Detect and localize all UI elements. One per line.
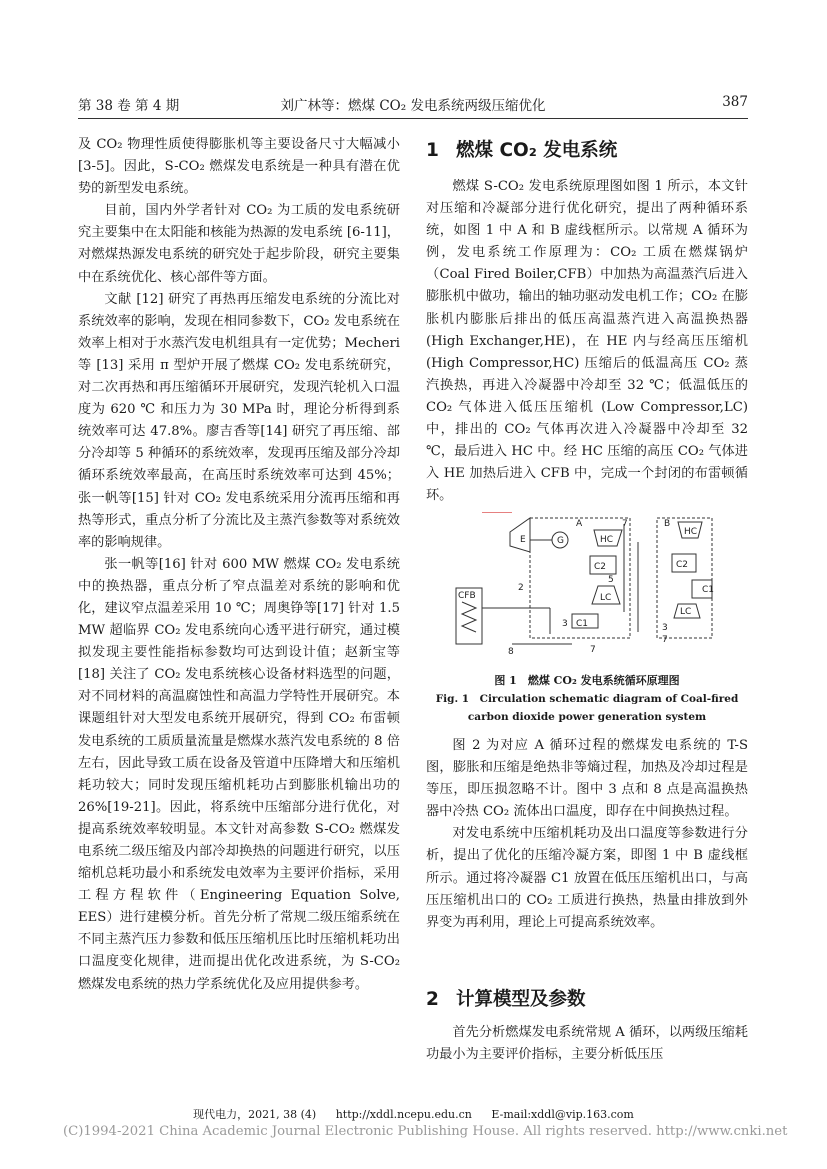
paragraph: 图 2 为对应 A 循环过程的燃煤发电系统的 T-S 图，膨胀和压缩是绝热非等熵过程，加热及冷却过程是等压，即压损忽略不计。图中 3 点和 8 点是高温换热器中冷热 CO₂ 流体出口温度，即存在中间换热过程。 [426, 738, 748, 820]
label-lc: LC [600, 593, 612, 603]
running-title: 刘广林等：燃煤 CO₂ 发电系统两级压缩优化 [280, 98, 546, 114]
label-b: B [664, 519, 671, 529]
running-header [78, 94, 748, 116]
section-1-body [426, 176, 748, 507]
label-lc-b: LC [680, 607, 692, 617]
label-c1: C1 [576, 619, 589, 629]
label-c1-b: C1 [702, 585, 715, 595]
header-rule [78, 118, 748, 119]
paragraph: 目前，国内外学者针对 CO₂ 为工质的发电系统研究主要集中在太阳能和核能为热源的发电系统 [6-11]，对燃煤热源发电系统的研究处于起步阶段，研究主要集中在系统优化、核心部件等方面。 [78, 203, 400, 285]
point-3b: 3 [662, 623, 668, 633]
point-5: 5 [608, 575, 614, 585]
page-footer [0, 1106, 827, 1122]
section-1-heading: 1 燃煤 CO₂ 发电系统 [426, 140, 618, 161]
figure-caption-cn: 图 1 燃煤 CO₂ 发电系统循环原理图 [494, 674, 680, 687]
label-g: G [557, 536, 564, 546]
footer-url[interactable]: http://xddl.ncepu.edu.cn [335, 1108, 472, 1121]
section-1-body-continued [426, 735, 748, 934]
label-c2: C2 [594, 562, 607, 572]
paragraph: 对发电系统中压缩机耗功及出口温度等参数进行分析，提出了优化的压缩冷凝方案，即图 1 中 B 虚线框所示。通过将冷凝器 C1 放置在低压压缩机出口，与高压压缩机出口的 CO₂ 工质进行换热，热量由排放到外界变为再利用，理论上可提高系统效率。 [426, 826, 748, 930]
label-c2-b: C2 [676, 560, 689, 570]
point-7: 7 [622, 519, 628, 529]
section-2-body [426, 1022, 748, 1066]
section-2-heading: 2 计算模型及参数 [426, 989, 586, 1010]
footer-email[interactable]: E-mail:xddl@vip.163.com [491, 1108, 634, 1121]
point-7c: 7 [662, 635, 668, 645]
label-a: A [576, 519, 583, 529]
point-8: 8 [508, 647, 514, 657]
label-e: E [520, 535, 526, 545]
footer-journal: 现代电力，2021, 38 (4) [193, 1108, 317, 1121]
point-2: 2 [518, 583, 524, 593]
left-column [78, 134, 400, 996]
label-hc: HC [600, 535, 614, 545]
paragraph: 燃煤 S-CO₂ 发电系统原理图如图 1 所示，本文针对压缩和冷凝部分进行优化研究，提出了两种循环系统，如图 1 中 A 和 B 虚线框所示。以常规 A 循环为例，发电系统工作原理为：CO₂ 工质在燃煤锅炉（Coal Fired Boiler,CFB）中加热为高温蒸汽后进入膨胀机中做功，输出的轴功驱动发电机工作；CO₂ 在膨胀机内膨胀后排出的低压高温蒸汽进入高温换热器 (High Exchanger,HE)，在 HE 内与经高压压缩机 (High Compressor,HC) 压缩后的低温高压 CO₂ 蒸汽换热，再进入冷凝器中冷却至 32 ℃；低温低压的 CO₂ 气体进入低压压缩机 (Low Compressor,LC) 中，排出的 CO₂ 气体再次进入冷凝器中冷却至 32 ℃，最后进入 HC 中。经 HC 压缩的高压 CO₂ 气体进入 HE 加热后进入 CFB 中，完成一个封闭的布雷顿循环。 [426, 179, 748, 504]
paragraph: 张一帆等[16] 针对 600 MW 燃煤 CO₂ 发电系统中的换热器，重点分析了窄点温差对系统的影响和优化，建议窄点温差采用 10 ℃；周奥铮等[17] 针对 1.5 MW 超临界 CO₂ 发电系统向心透平进行研究，通过模拟发现主要性能指标参数均可达到设计值；赵新宝等[18] 关注了 CO₂ 发电系统核心设备材料选型的问题，对不同材料的高温腐蚀性和高温力学特性开展研究。本课题组针对大型发电系统开展研究，得到 CO₂ 布雷顿发电系统的工质质量流量是燃煤水蒸汽发电系统的 8 倍左右，因此导致工质在设备及管道中压降增大和压缩机耗功较大；同时发现压缩机耗功占到膨胀机输出功的 26%[19-21]。因此，将系统中压缩部分进行优化，对提高系统效率较明显。本文针对高参数 S-CO₂ 燃煤发电系统二级压缩及内部冷却换热的问题进行研究，以压缩机总耗功最小和系统发电效率为主要评价指标，采用工程方程软件（Engineering Equation Solve, EES）进行建模分析。首先分析了常规二级压缩系统在不同主蒸汽压力参数和低压压缩机压比时压缩机耗功出口温度变化规律，进而提出优化改进系统，为 S-CO₂ 燃煤发电系统的热力学系统优化及应用提供参考。 [78, 556, 400, 992]
figure-1-schematic [452, 512, 724, 657]
paragraph: 首先分析燃煤发电系统常规 A 循环，以两级压缩耗功最小为主要评价指标，主要分析低压压 [426, 1025, 748, 1063]
paragraph: 及 CO₂ 物理性质使得膨胀机等主要设备尺寸大幅减小 [3-5]。因此，S-CO₂ 燃煤发电系统是一种具有潜在优势的新型发电系统。 [78, 137, 400, 197]
cnki-watermark: (C)1994-2021 China Academic Journal Electronic Publishing House. All rights reserved. http://www.cnki.net [63, 1124, 788, 1139]
figure-caption-en: Fig. 1 Circulation schematic diagram of Coal-fired carbon dioxide power generation system [435, 693, 739, 723]
paragraph: 文献 [12] 研究了再热再压缩发电系统的分流比对系统效率的影响，发现在相同参数下，CO₂ 发电系统在效率上相对于水蒸汽发电机组具有一定优势；Mecheri 等 [13] 采用 π 型炉开展了燃煤 CO₂ 发电系统研究，对二次再热和再压缩循环开展研究，发现汽轮机入口温度为 620 ℃ 和压力为 30 MPa 时，理论分析得到系统效率可达 47.8%。廖吉香等[14] 研究了再压缩、部分冷却等 5 种循环的系统效率，发现再压缩及部分冷却循环系统效率最高，在高压时系统效率可达到 45%；张一帆等[15] 针对 CO₂ 发电系统采用分流再压缩和再热等形式，重点分析了分流比及主蒸汽参数等对系统效率的影响规律。 [78, 291, 400, 550]
page-number: 387 [722, 94, 748, 110]
volume-issue: 第 38 卷 第 4 期 [78, 98, 180, 114]
point-7b: 7 [590, 645, 596, 655]
label-hc-b: HC [684, 527, 698, 537]
label-cfb: CFB [458, 591, 476, 601]
point-3: 3 [562, 619, 568, 629]
